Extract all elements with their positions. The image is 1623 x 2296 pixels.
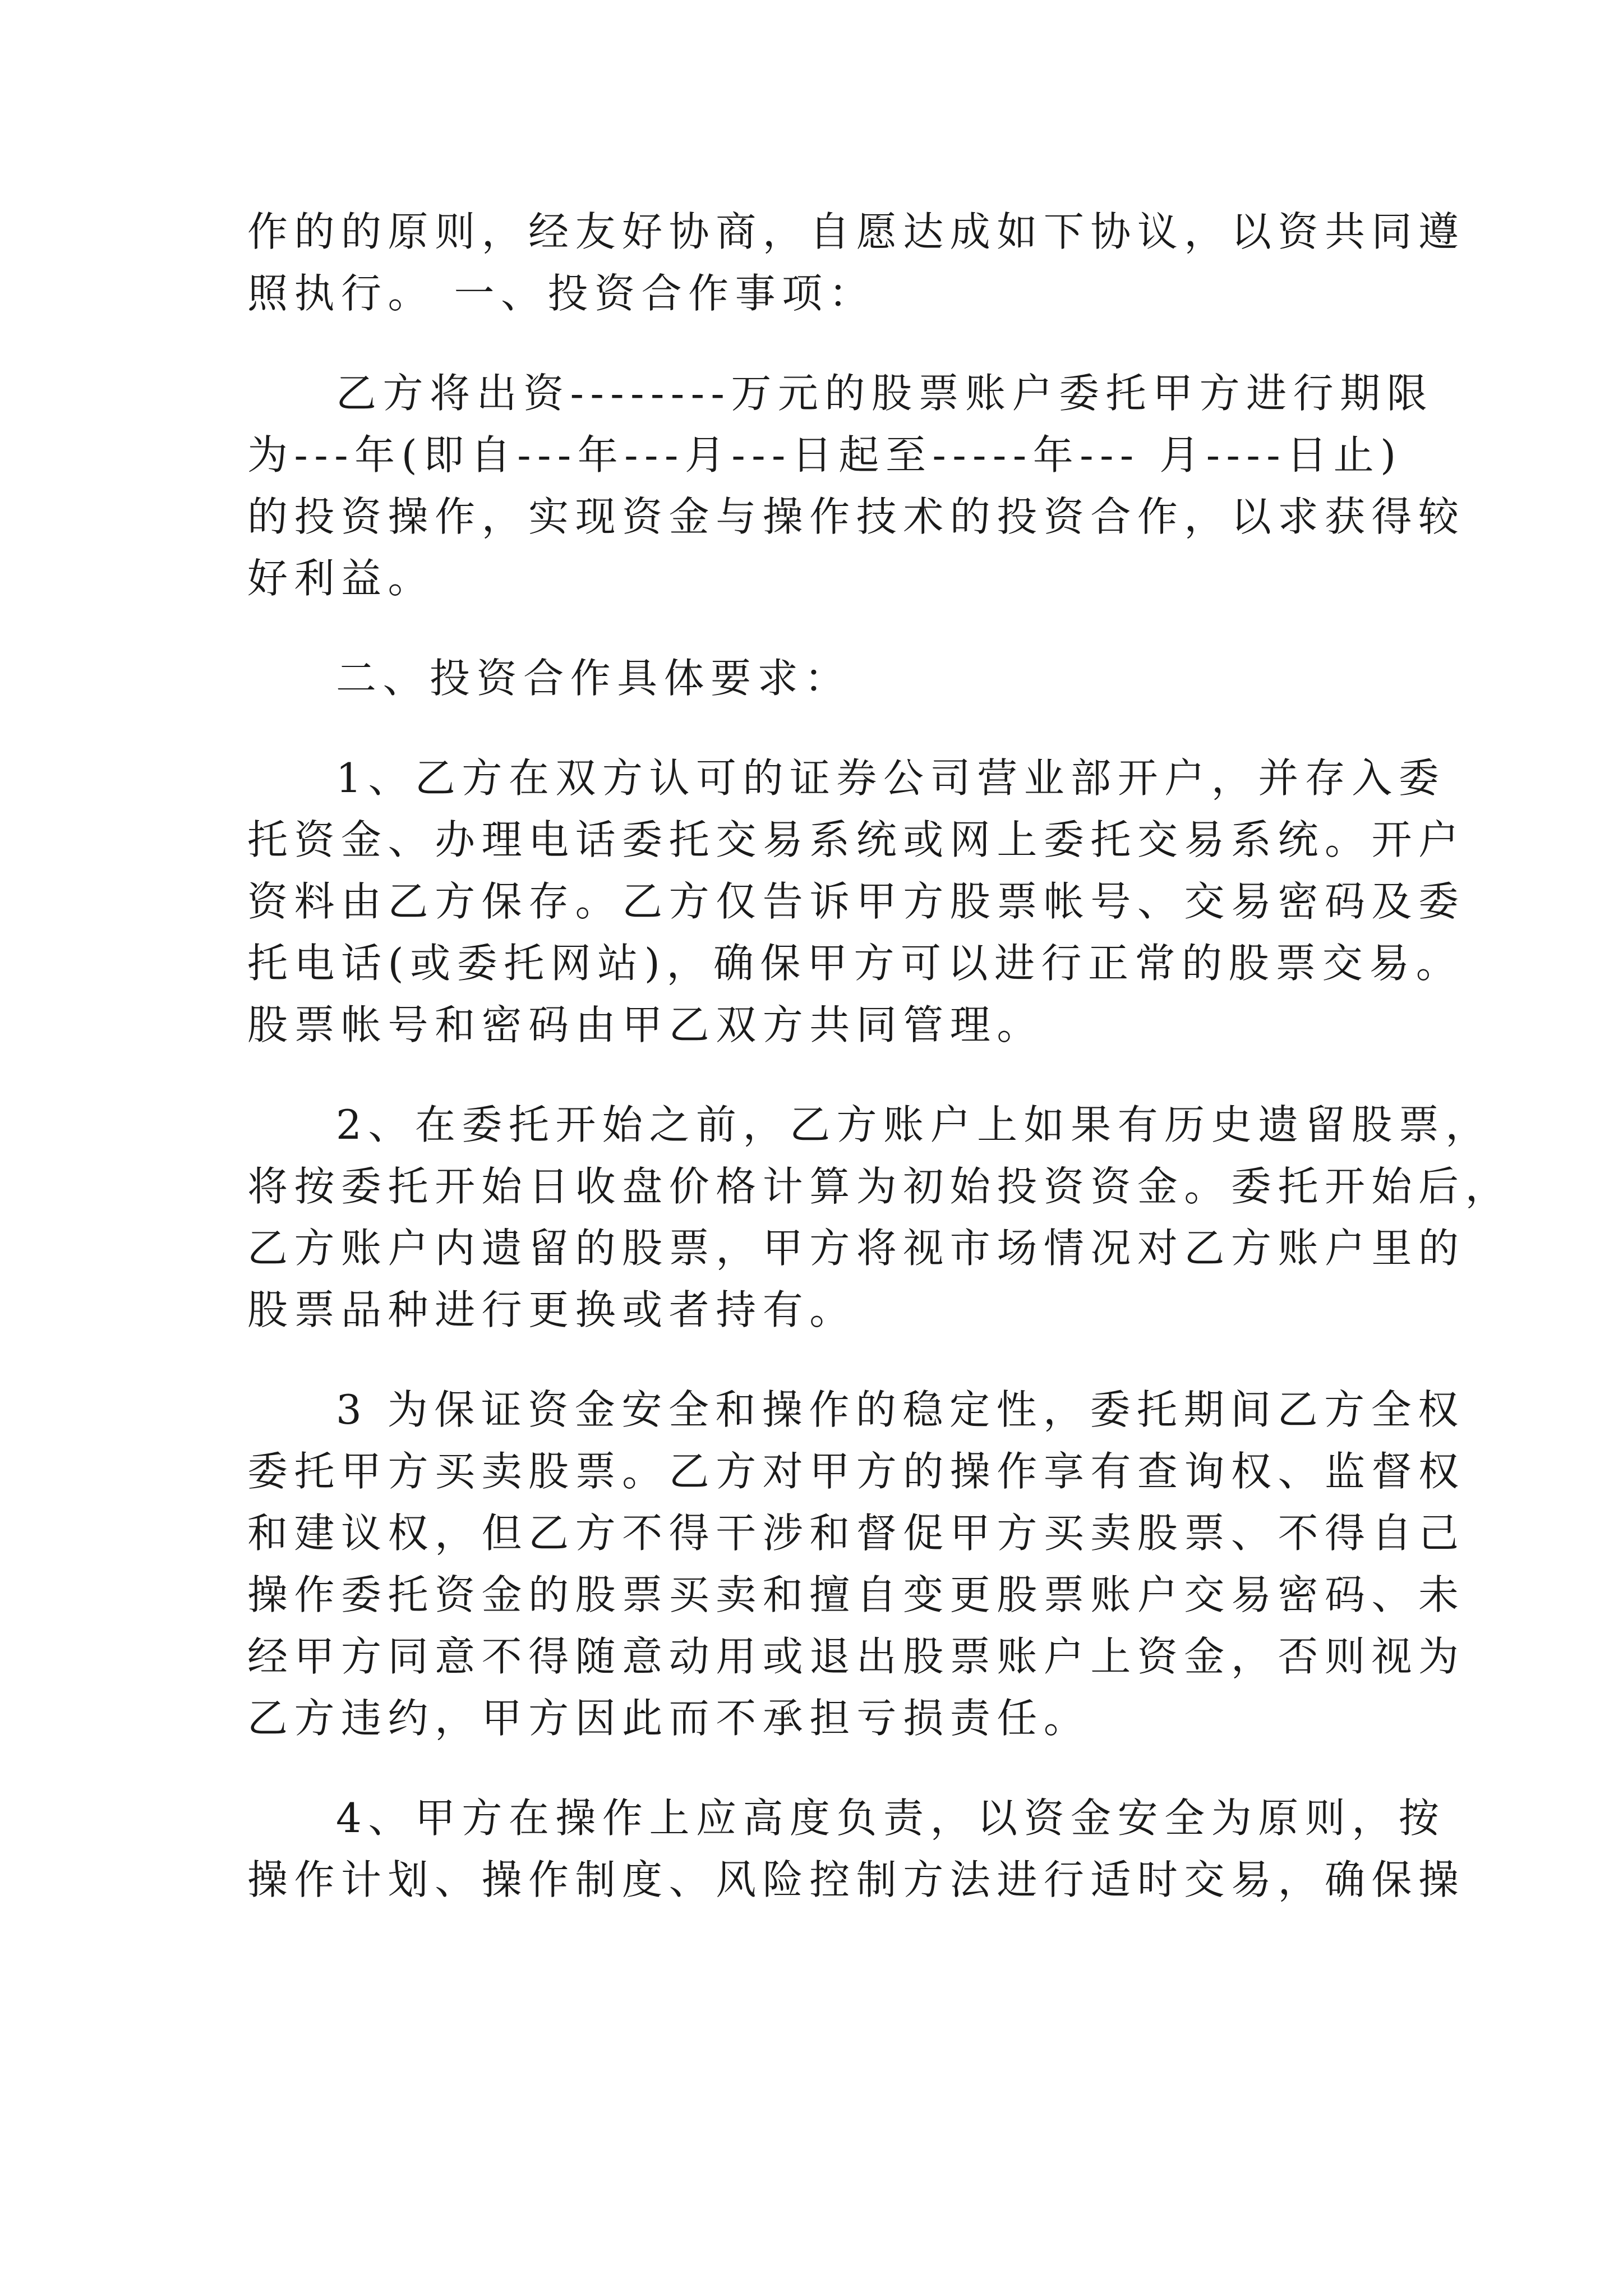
text-line: 将按委托开始日收盘价格计算为初始投资资金。委托开始后， xyxy=(247,1163,1513,1210)
text-line: 照执行。 一、投资合作事项： xyxy=(247,270,876,317)
text-line: 资料由乙方保存。乙方仅告诉甲方股票帐号、交易密码及委 xyxy=(247,878,1465,925)
text-line: 经甲方同意不得随意动用或退出股票账户上资金，否则视为 xyxy=(247,1633,1465,1680)
text-line: 托电话(或委托网站)，确保甲方可以进行正常的股票交易。 xyxy=(247,940,1463,987)
text-line: 乙方违约，甲方因此而不承担亏损责任。 xyxy=(247,1695,1091,1742)
text-line: 操作委托资金的股票买卖和擅自变更股票账户交易密码、未 xyxy=(247,1571,1465,1618)
text-line: 1、乙方在双方认可的证券公司营业部开户，并存入委 xyxy=(336,754,1446,802)
text-line: 好利益。 xyxy=(247,555,435,602)
text-line: 4、甲方在操作上应高度负责，以资金安全为原则，按 xyxy=(336,1795,1446,1842)
agreement-body-text xyxy=(247,201,1513,1911)
text-line: 股票品种进行更换或者持有。 xyxy=(247,1286,856,1333)
text-line: 委托甲方买卖股票。乙方对甲方的操作享有查询权、监督权 xyxy=(247,1448,1465,1495)
text-line: 和建议权，但乙方不得干涉和督促甲方买卖股票、不得自己 xyxy=(247,1510,1465,1557)
text-line: 股票帐号和密码由甲乙双方共同管理。 xyxy=(247,1001,1044,1048)
text-line: 3 为保证资金安全和操作的稳定性，委托期间乙方全权 xyxy=(336,1386,1465,1433)
text-line: 二、投资合作具体要求： xyxy=(336,655,851,702)
text-line: 乙方账户内遗留的股票，甲方将视市场情况对乙方账户里的 xyxy=(247,1225,1465,1272)
text-line: 的投资操作，实现资金与操作技术的投资合作，以求获得较 xyxy=(247,493,1465,540)
text-line: 托资金、办理电话委托交易系统或网上委托交易系统。开户 xyxy=(247,816,1465,863)
text-line: 2、在委托开始之前，乙方账户上如果有历史遗留股票， xyxy=(336,1101,1492,1148)
text-line: 为---年(即自---年---月---日起至-----年--- 月----日止) xyxy=(247,431,1403,478)
text-line: 作的的原则，经友好协商，自愿达成如下协议，以资共同遵 xyxy=(247,208,1465,255)
text-line: 操作计划、操作制度、风险控制方法进行适时交易，确保操 xyxy=(247,1856,1465,1903)
text-line: 乙方将出资--------万元的股票账户委托甲方进行期限 xyxy=(336,370,1434,417)
